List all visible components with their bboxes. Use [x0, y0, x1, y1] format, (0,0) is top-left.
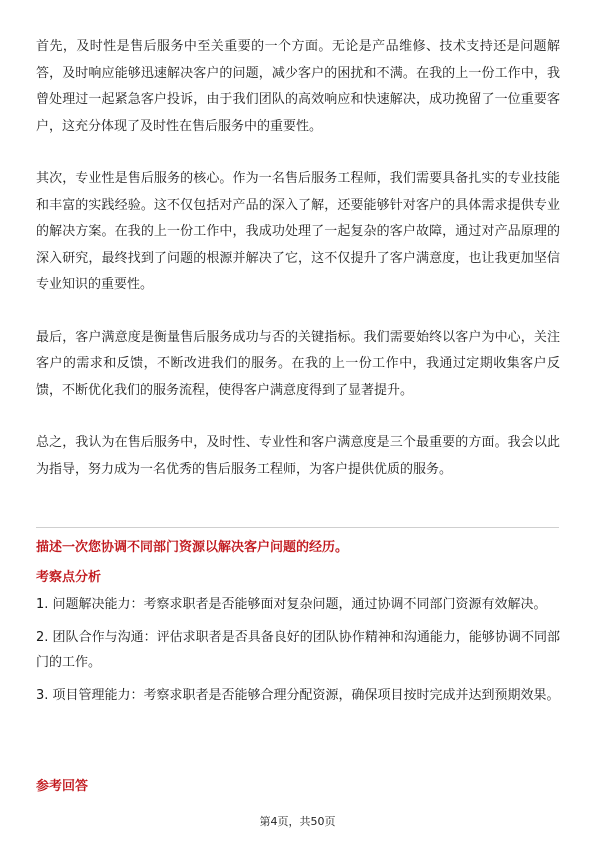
- analysis-point: 1. 问题解决能力：考察求职者是否能够面对复杂问题，通过协调不同部门资源有效解决。: [36, 597, 547, 612]
- reference-answer-heading: 参考回答: [36, 779, 89, 794]
- page-number-footer: 第4页，共50页: [259, 815, 336, 828]
- paragraph-satisfaction: 最后，客户满意度是衡量售后服务成功与否的关键指标。我们需要始终以客户为中心，关注客户的需求和反馈，不断改进我们的服务。在我的上一份工作中，我通过定期收集客户反馈，不断优化我们的服务流程，使得客户满意度得到了显著提升。: [36, 329, 560, 398]
- analysis-point: 2. 团队合作与沟通：评估求职者是否具备良好的团队协作精神和沟通能力，能够协调不同部门的工作。: [36, 630, 560, 670]
- analysis-points-list: [36, 592, 560, 708]
- paragraph-professionalism: 其次，专业性是售后服务的核心。作为一名售后服务工程师，我们需要具备扎实的专业技能和丰富的实践经验。这不仅包括对产品的深入了解，还要能够针对客户的具体需求提供专业的解决方案。在我的上一份工作中，我成功处理了一起复杂的客户故障，通过对产品原理的深入研究，最终找到了问题的根源并解决了它，这不仅提升了客户满意度，也让我更加坚信专业知识的重要性。: [36, 171, 560, 292]
- paragraph-summary: 总之，我认为在售后服务中，及时性、专业性和客户满意度是三个最重要的方面。我会以此为指导，努力成为一名优秀的售后服务工程师，为客户提供优质的服务。: [36, 435, 560, 477]
- interview-question: 描述一次您协调不同部门资源以解决客户问题的经历。: [36, 540, 349, 555]
- analysis-heading: 考察点分析: [36, 570, 102, 585]
- analysis-point: 3. 项目管理能力：考察求职者是否能够合理分配资源，确保项目按时完成并达到预期效果。: [36, 688, 560, 703]
- section-divider: [36, 527, 559, 528]
- answer-body: [36, 34, 560, 483]
- paragraph-timeliness: 首先，及时性是售后服务中至关重要的一个方面。无论是产品维修、技术支持还是问题解答，及时响应能够迅速解决客户的问题，减少客户的困扰和不满。在我的上一份工作中，我曾处理过一起紧急客户投诉，由于我们团队的高效响应和快速解决，成功挽留了一位重要客户，这充分体现了及时性在售后服务中的重要性。: [36, 39, 560, 134]
